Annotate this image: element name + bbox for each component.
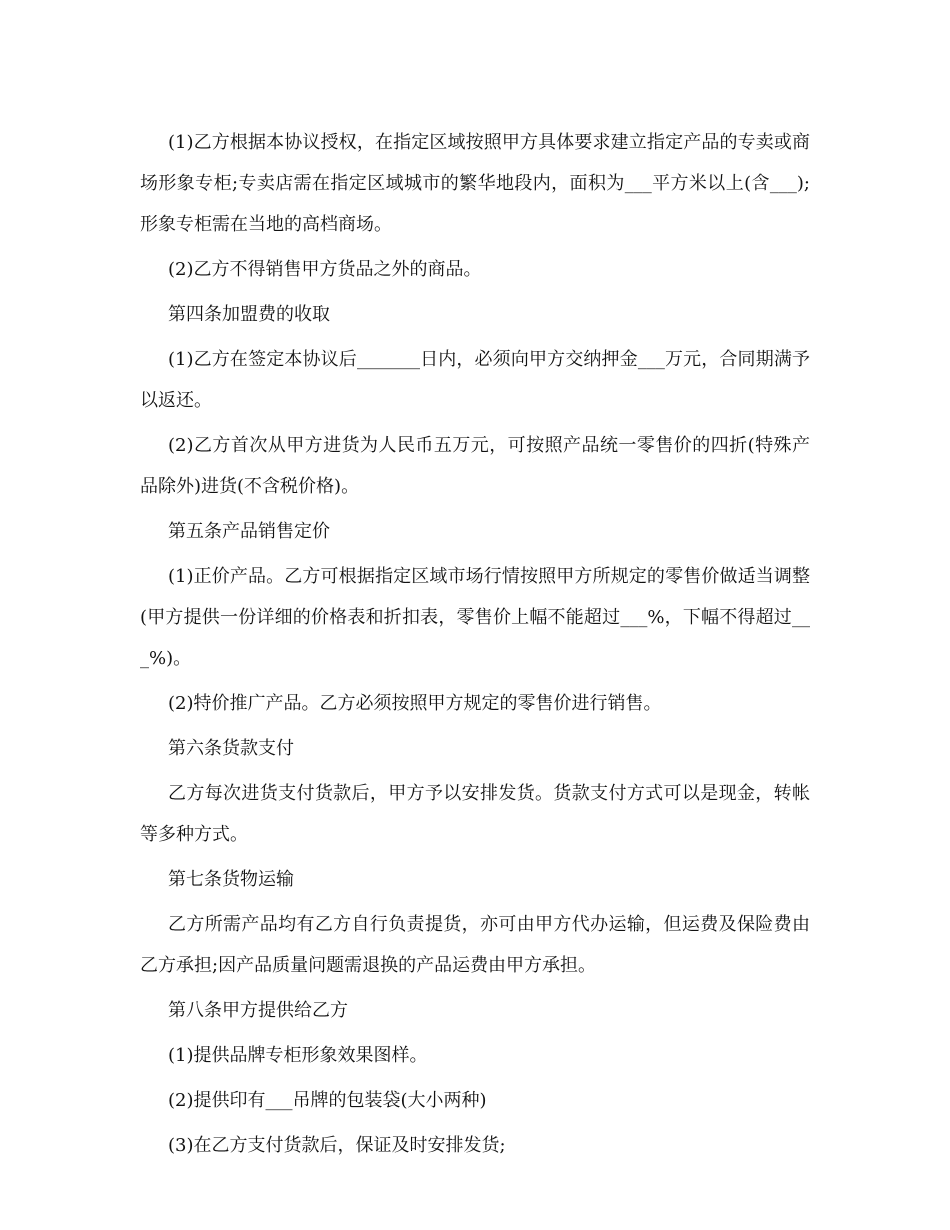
document-page — [140, 122, 810, 1170]
heading-article-8: 第八条甲方提供给乙方 — [168, 1000, 348, 1021]
heading-article-6: 第六条货款支付 — [168, 738, 294, 759]
heading-article-5: 第五条产品销售定价 — [168, 521, 330, 542]
paragraph-provide-bags: (2)提供印有___吊牌的包装袋(大小两种) — [168, 1090, 487, 1111]
heading-article-7: 第七条货物运输 — [168, 869, 294, 890]
paragraph-regular-price: (1)正价产品。乙方可根据指定区域市场行情按照甲方所规定的零售价做适当调整(甲方提供一份详细的价格表和折扣表，零售价上幅不能超过___%，下幅不得超过___%)。 — [140, 566, 810, 669]
paragraph-special-price: (2)特价推广产品。乙方必须按照甲方规定的零售价进行销售。 — [168, 693, 662, 714]
paragraph-payment: 乙方每次进货支付货款后，甲方予以安排发货。货款支付方式可以是现金，转帐等多种方式。 — [140, 783, 810, 845]
paragraph-timely-shipping: (3)在乙方支付货款后，保证及时安排发货; — [168, 1135, 506, 1156]
heading-article-4: 第四条加盟费的收取 — [168, 304, 330, 325]
paragraph-transport: 乙方所需产品均有乙方自行负责提货，亦可由甲方代办运输，但运费及保险费由乙方承担;因产品质量问题需退换的产品运费由甲方承担。 — [140, 914, 810, 976]
paragraph-clause-2-no-other-goods: (2)乙方不得销售甲方货品之外的商品。 — [168, 259, 482, 280]
paragraph-first-purchase: (2)乙方首次从甲方进货为人民币五万元，可按照产品统一零售价的四折(特殊产品除外)进货(不含税价格)。 — [140, 435, 810, 497]
paragraph-provide-design: (1)提供品牌专柜形象效果图样。 — [168, 1045, 428, 1066]
paragraph-clause-1-store: (1)乙方根据本协议授权，在指定区域按照甲方具体要求建立指定产品的专卖或商场形象专柜;专卖店需在指定区域城市的繁华地段内，面积为___平方米以上(含___);形象专柜需在当地的高档商场。 — [140, 132, 810, 235]
paragraph-deposit: (1)乙方在签定本协议后_______日内，必须向甲方交纳押金___万元，合同期满予以返还。 — [140, 349, 810, 411]
